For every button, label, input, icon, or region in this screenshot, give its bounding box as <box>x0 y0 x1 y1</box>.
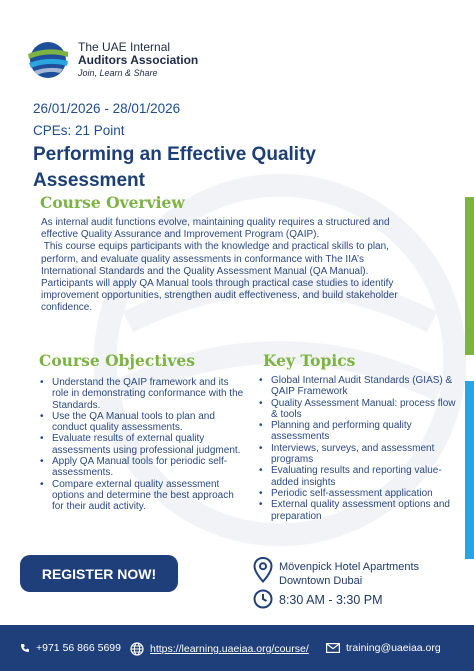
venue-line1: Mövenpick Hotel Apartments <box>279 561 420 573</box>
event-cpes: CPEs: 21 Point <box>33 123 125 138</box>
topic-item: • Global Internal Audit Standards (GIAS) & QAIP Framework <box>258 375 458 398</box>
event-dates: 26/01/2026 - 28/01/2026 <box>33 101 181 116</box>
accent-bar-blue <box>465 381 474 559</box>
org-logo <box>26 40 198 80</box>
venue-line2: Downtown Dubai <box>279 575 363 587</box>
org-name-line1: The UAE Internal <box>78 39 171 54</box>
topic-item: • Planning and performing quality assessments <box>258 420 458 443</box>
objective-item: • Understand the QAIP framework and its role in demonstrating conformance with the Standards. <box>39 377 244 411</box>
org-name-line2: Auditors Association <box>78 52 199 67</box>
phone-number: +971 56 866 5699 <box>36 642 121 654</box>
objective-item: • Use the QA Manual tools to plan and conduct quality assessments. <box>39 411 244 434</box>
objective-item: • Compare external quality assessment options and determine the best approach for their audit activity. <box>39 479 244 513</box>
topic-item: • External quality assessment options and preparation <box>258 499 458 522</box>
topic-item: • Periodic self-assessment application <box>258 488 458 499</box>
overview-text <box>41 217 416 315</box>
org-tagline: Join, Learn & Share <box>78 67 158 78</box>
website-link[interactable]: https://learning.uaeiaa.org/course/ <box>150 643 309 655</box>
objectives-heading: Course Objectives <box>39 351 195 370</box>
footer-website[interactable] <box>130 642 309 656</box>
topic-item: • Interviews, surveys, and assessment programs <box>258 443 458 466</box>
accent-bar-green <box>465 197 474 355</box>
globe-icon <box>130 642 144 656</box>
register-button[interactable]: REGISTER NOW! <box>20 555 178 592</box>
envelope-icon <box>326 643 340 653</box>
overview-heading: Course Overview <box>40 193 185 212</box>
venue-address <box>279 560 419 588</box>
email-address[interactable]: training@uaeiaa.org <box>346 642 441 654</box>
objectives-list <box>39 377 244 513</box>
topic-item: • Evaluating results and reporting value-added insights <box>258 465 458 488</box>
footer-phone <box>20 642 121 654</box>
objective-item: • Evaluate results of external quality assessments using professional judgment. <box>39 433 244 456</box>
overview-paragraph-2: This course equips participants with the knowledge and practical skills to plan, perform, and evaluate quality assessments in conformance with The IIA’s International Standards and the Quality Assessment Manual (QA Manual). Participants will apply QA Manual tools through practical case studies to identify improvement opportunities, strengthen audit effectiveness, and build stakeholder confidence. <box>41 241 401 314</box>
clock-icon <box>253 589 273 609</box>
footer-email[interactable] <box>326 642 441 654</box>
topics-heading: Key Topics <box>263 351 356 370</box>
topics-list <box>258 375 458 522</box>
logo-globe-icon <box>26 40 70 80</box>
overview-paragraph-1: As internal audit functions evolve, maintaining quality requires a structured and effective Quality Assurance and Improvement Program (QAIP). <box>41 217 390 241</box>
footer-bar <box>0 625 474 671</box>
course-title: Performing an Effective Quality Assessment <box>33 144 316 191</box>
location-pin-icon <box>253 557 273 583</box>
phone-icon <box>20 643 30 653</box>
topic-item: • Quality Assessment Manual: process flow & tools <box>258 398 458 421</box>
objective-item: • Apply QA Manual tools for periodic self-assessments. <box>39 456 244 479</box>
event-time: 8:30 AM - 3:30 PM <box>279 593 383 607</box>
